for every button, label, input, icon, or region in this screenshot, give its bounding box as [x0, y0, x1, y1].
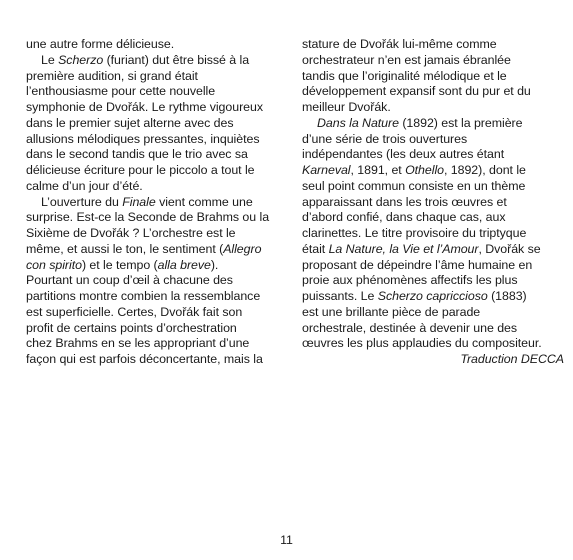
- text-line: [26, 226, 288, 242]
- text-line: [26, 258, 288, 274]
- text-run: , Dvořák se: [478, 241, 541, 256]
- text-run: (1892) est la première: [398, 115, 523, 130]
- text-run: ).: [210, 257, 219, 272]
- text-line: [302, 321, 564, 337]
- text-run: façon qui est parfois déconcertante, mais la: [26, 352, 263, 366]
- text-run: tandis que l’originalité mélodique et le: [302, 68, 507, 83]
- italic-text-run: Allegro: [223, 241, 262, 256]
- italic-text-run: con spirito: [26, 257, 82, 272]
- text-line: [302, 53, 564, 69]
- text-line: [302, 289, 564, 305]
- text-line: [26, 147, 288, 163]
- text-run: (1883): [487, 289, 527, 303]
- page-number: 11: [280, 533, 293, 547]
- text-run: vient comme une: [155, 194, 253, 209]
- text-line: [302, 210, 564, 226]
- italic-text-run: alla breve: [157, 257, 211, 272]
- italic-text-run: Karneval: [302, 163, 351, 177]
- text-line: [302, 84, 564, 100]
- text-run: était: [302, 241, 329, 256]
- text-run: stature de Dvořák lui-même comme: [302, 37, 497, 51]
- text-run: indépendantes (les deux autres étant: [302, 147, 505, 162]
- italic-text-run: Scherzo: [58, 52, 104, 67]
- italic-text-run: Othello: [405, 163, 444, 177]
- text-run: Sixième de Dvořák ? L’orchestre est le: [26, 226, 236, 240]
- text-run: même, et aussi le ton, le sentiment (: [26, 241, 224, 256]
- text-run: Pourtant un coup d’œil à chacune des: [26, 273, 233, 288]
- text-line: [302, 195, 564, 211]
- text-run: dans le second tandis que le trio avec sa: [26, 147, 248, 162]
- text-run: développement expansif sont du pur et du: [302, 84, 531, 99]
- text-run: clarinettes. Le titre provisoire du triptyque: [302, 226, 527, 240]
- text-run: orchestrateur n’en est jamais ébranlée: [302, 52, 511, 67]
- text-run: proposant de dépeindre l’âme humaine en: [302, 257, 533, 272]
- text-line: [26, 321, 288, 337]
- text-run: (furiant) dut être bissé à la: [103, 52, 250, 67]
- text-run: chez Brahms en se les appropriant d’une: [26, 336, 250, 351]
- text-line: [26, 163, 288, 179]
- text-run: délicieuse écriture pour le piccolo a tout le: [26, 163, 255, 177]
- text-line: [26, 336, 288, 352]
- text-run: meilleur Dvořák.: [302, 100, 391, 114]
- text-run: ) et le tempo (: [81, 257, 158, 272]
- italic-text-run: Dans la Nature: [317, 115, 399, 130]
- italic-text-run: La Nature, la Vie et l’Amour: [328, 241, 479, 256]
- text-line: [26, 100, 288, 116]
- text-run: l’enthousiasme pour cette nouvelle: [26, 84, 216, 99]
- text-run: orchestrale, destinée à devenir une des: [302, 320, 518, 335]
- text-line: [302, 305, 564, 321]
- text-line: [302, 147, 564, 163]
- text-line: [26, 37, 288, 53]
- text-line: [302, 226, 564, 242]
- text-run: apparaissant dans les trois œuvres et: [302, 194, 507, 209]
- text-line: [302, 100, 564, 116]
- text-run: dans le premier sujet alterne avec des: [26, 115, 234, 130]
- text-run: est une brillante pièce de parade: [302, 304, 481, 319]
- text-line: [302, 336, 564, 352]
- text-run: Le: [41, 52, 59, 67]
- translation-credit-text: Traduction DECCA: [460, 352, 564, 366]
- text-line: [302, 116, 564, 132]
- text-run: , 1891, et: [350, 163, 406, 177]
- text-run: d’abord confié, dans chaque cas, aux: [302, 210, 506, 225]
- text-line: [302, 163, 564, 179]
- right-text-column: [302, 37, 564, 368]
- text-run: une autre forme délicieuse.: [26, 37, 175, 51]
- text-line: [302, 242, 564, 258]
- text-run: L’ouverture du: [41, 194, 123, 209]
- text-run: œuvres les plus applaudies du compositeur.: [302, 336, 542, 351]
- text-run: puissants. Le: [302, 289, 378, 303]
- text-line: [26, 179, 288, 195]
- text-run: calme d’un jour d’été.: [26, 178, 143, 193]
- text-line: [26, 273, 288, 289]
- text-line: [302, 179, 564, 195]
- italic-text-run: Finale: [122, 194, 156, 209]
- text-line: [26, 289, 288, 305]
- left-text-column: [26, 37, 288, 368]
- text-line: [26, 352, 288, 368]
- text-run: symphonie de Dvořák. Le rythme vigoureux: [26, 100, 263, 114]
- text-line: [26, 53, 288, 69]
- text-line: [302, 132, 564, 148]
- text-run: seul point commun consiste en un thème: [302, 178, 526, 193]
- text-run: allusions mélodiques pressantes, inquiètes: [26, 131, 260, 146]
- text-line: [26, 69, 288, 85]
- text-line: [302, 69, 564, 85]
- text-line: [26, 305, 288, 321]
- text-line: [302, 258, 564, 274]
- text-line: [26, 116, 288, 132]
- text-run: première audition, si grand était: [26, 68, 198, 83]
- text-run: , 1892), dont le: [444, 163, 526, 177]
- translation-credit: [302, 352, 564, 368]
- text-line: [26, 242, 288, 258]
- text-line: [26, 195, 288, 211]
- text-line: [302, 37, 564, 53]
- text-run: partitions montre combien la ressemblance: [26, 289, 261, 303]
- italic-text-run: Scherzo capriccioso: [377, 289, 488, 303]
- text-run: est superficielle. Certes, Dvořák fait son: [26, 304, 243, 319]
- text-line: [302, 273, 564, 289]
- text-line: [26, 210, 288, 226]
- text-run: proie aux phénomènes affectifs les plus: [302, 273, 518, 288]
- text-run: surprise. Est-ce la Seconde de Brahms ou la: [26, 210, 270, 225]
- text-run: profit de certains points d’orchestration: [26, 320, 237, 335]
- text-line: [26, 132, 288, 148]
- text-run: d’une série de trois ouvertures: [302, 131, 468, 146]
- text-line: [26, 84, 288, 100]
